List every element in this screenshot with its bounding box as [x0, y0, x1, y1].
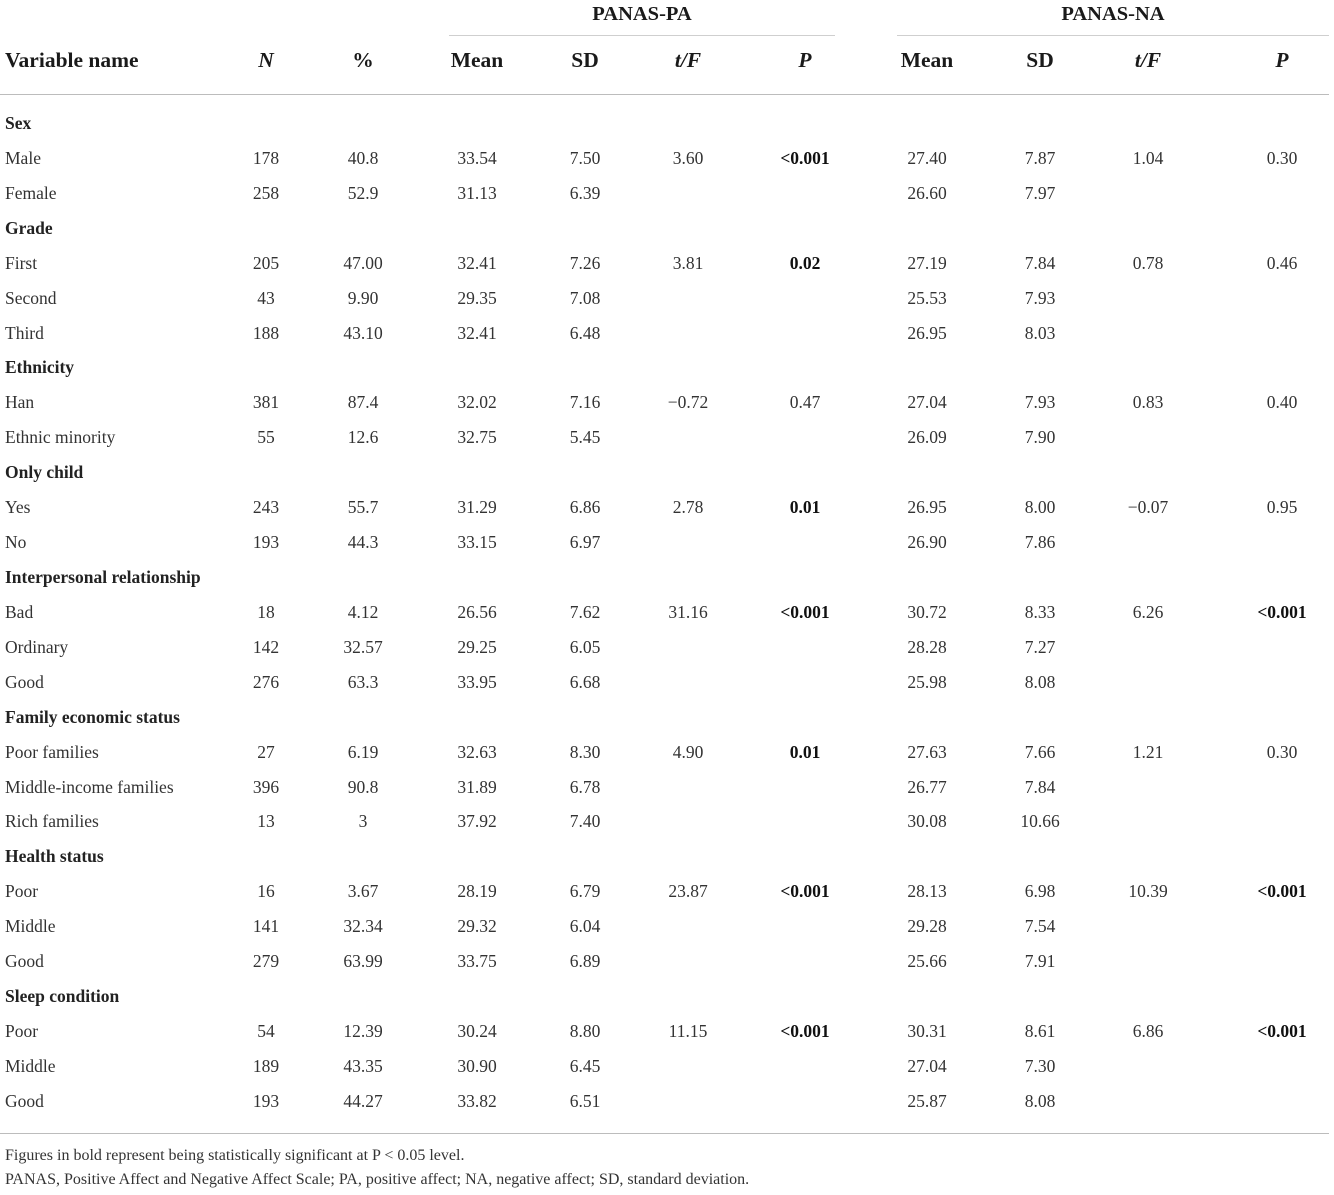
table-row — [0, 1014, 1334, 1049]
cell-pa-mean: 33.54 — [457, 147, 497, 168]
cell-pa-sd: 7.50 — [569, 147, 601, 168]
table-row — [0, 804, 1334, 839]
cell-na-sd: 8.61 — [1024, 1020, 1056, 1041]
variable-label: First — [5, 252, 38, 273]
cell-na-sd: 8.08 — [1024, 1090, 1056, 1111]
variable-label: Rich families — [5, 811, 99, 832]
cell-pa-sd: 6.05 — [569, 636, 601, 657]
category-label: Sleep condition — [5, 986, 120, 1006]
cell-n: 43 — [257, 287, 275, 308]
col-header-n: N — [258, 48, 274, 72]
cell-percent: 90.8 — [347, 776, 379, 797]
cell-n: 18 — [257, 601, 275, 622]
col-header-pa-mean: Mean — [450, 48, 504, 72]
cell-n: 381 — [252, 392, 280, 413]
cell-pa-mean: 33.75 — [457, 951, 497, 972]
cell-pa-mean: 32.02 — [457, 392, 497, 413]
cell-n: 258 — [252, 182, 280, 203]
cell-na-tf: 6.26 — [1132, 601, 1164, 622]
category-row — [0, 560, 1334, 595]
col-header-na-tf: t/F — [1134, 48, 1162, 72]
cell-n: 276 — [252, 671, 280, 692]
cell-na-mean: 26.95 — [907, 322, 947, 343]
header-rule — [0, 94, 1329, 95]
table-row — [0, 595, 1334, 630]
cell-pa-mean: 32.63 — [457, 741, 497, 762]
cell-na-p: <0.001 — [1257, 601, 1307, 622]
cell-n: 27 — [257, 741, 275, 762]
cell-pa-p: 0.02 — [789, 252, 821, 273]
variable-label: Ordinary — [5, 636, 69, 657]
cell-percent: 47.00 — [343, 252, 383, 273]
table-row — [0, 316, 1334, 351]
cell-percent: 44.3 — [347, 532, 379, 552]
cell-na-mean: 30.08 — [907, 811, 947, 832]
cell-na-p: <0.001 — [1257, 881, 1307, 902]
cell-na-sd: 7.54 — [1024, 916, 1056, 937]
cell-na-mean: 26.77 — [907, 776, 947, 797]
category-row — [0, 350, 1334, 385]
col-header-na-p: P — [1275, 48, 1289, 72]
cell-pa-sd: 5.45 — [569, 427, 601, 448]
category-row — [0, 700, 1334, 735]
cell-pa-sd: 6.78 — [569, 776, 601, 797]
footnote-abbreviations: PANAS, Positive Affect and Negative Affect Scale; PA, positive affect; NA, negative affect; SD, standard deviation. — [5, 1171, 750, 1188]
cell-pa-tf: 23.87 — [668, 881, 708, 902]
cell-na-mean: 28.28 — [907, 636, 947, 657]
cell-na-p: <0.001 — [1257, 1020, 1307, 1041]
cell-pa-tf: 2.78 — [672, 497, 704, 518]
cell-n: 54 — [257, 1020, 275, 1041]
cell-n: 188 — [252, 322, 280, 343]
cell-n: 142 — [252, 636, 280, 657]
cell-n: 205 — [252, 252, 280, 273]
cell-pa-mean: 33.15 — [457, 532, 497, 552]
cell-na-sd: 8.00 — [1024, 497, 1056, 518]
cell-percent: 63.3 — [347, 671, 379, 692]
cell-pa-sd: 7.40 — [569, 811, 601, 832]
cell-pa-p: <0.001 — [780, 1020, 830, 1041]
cell-na-p: 0.30 — [1266, 741, 1298, 762]
cell-na-mean: 27.40 — [907, 147, 947, 168]
cell-pa-mean: 32.41 — [457, 322, 497, 343]
cell-na-mean: 25.53 — [907, 287, 947, 308]
cell-pa-p: <0.001 — [780, 601, 830, 622]
cell-na-mean: 30.31 — [907, 1020, 947, 1041]
table-row — [0, 246, 1334, 281]
cell-na-sd: 7.97 — [1024, 182, 1056, 203]
cell-n: 55 — [257, 427, 275, 448]
cell-na-mean: 26.90 — [907, 532, 947, 552]
category-label: Interpersonal relationship — [5, 567, 201, 587]
category-label: Grade — [5, 217, 53, 238]
cell-pa-mean: 37.92 — [457, 811, 497, 832]
cell-na-sd: 7.84 — [1024, 252, 1056, 273]
cell-na-sd: 7.87 — [1024, 147, 1056, 168]
variable-label: Female — [5, 182, 57, 203]
cell-na-p: 0.95 — [1266, 497, 1298, 518]
table-row — [0, 1084, 1334, 1119]
cell-pa-mean: 33.95 — [457, 671, 497, 692]
cell-pa-tf: 31.16 — [668, 601, 708, 622]
cell-pa-sd: 6.39 — [569, 182, 601, 203]
cell-pa-tf: 3.60 — [672, 147, 704, 168]
cell-pa-mean: 33.82 — [457, 1090, 497, 1111]
cell-na-mean: 27.04 — [907, 1055, 947, 1076]
cell-pa-p: 0.01 — [789, 741, 821, 762]
category-row — [0, 211, 1334, 246]
cell-pa-mean: 29.32 — [457, 916, 497, 937]
cell-pa-sd: 6.45 — [569, 1055, 601, 1076]
cell-pa-p: <0.001 — [780, 147, 830, 168]
cell-percent: 44.27 — [343, 1090, 383, 1111]
cell-pa-sd: 7.62 — [569, 601, 601, 622]
variable-label: Middle-income families — [5, 776, 174, 797]
cell-percent: 12.6 — [347, 427, 379, 448]
cell-n: 141 — [252, 916, 280, 937]
cell-percent: 63.99 — [343, 951, 383, 972]
cell-n: 243 — [252, 497, 280, 518]
cell-na-tf: −0.07 — [1127, 497, 1169, 518]
cell-na-mean: 25.98 — [907, 671, 947, 692]
cell-percent: 43.35 — [343, 1055, 383, 1076]
category-label: Only child — [5, 462, 84, 483]
category-label: Family economic status — [5, 706, 180, 727]
table-row — [0, 490, 1334, 525]
cell-n: 16 — [257, 881, 275, 902]
cell-pa-tf: 4.90 — [672, 741, 704, 762]
cell-na-mean: 28.13 — [907, 881, 947, 902]
cell-pa-sd: 6.89 — [569, 951, 601, 972]
cell-na-sd: 10.66 — [1020, 811, 1060, 832]
group-rule-pa — [449, 35, 835, 36]
table-row — [0, 944, 1334, 979]
variable-label: Poor families — [5, 741, 99, 762]
cell-pa-mean: 31.13 — [457, 182, 497, 203]
category-label: Ethnicity — [5, 357, 75, 378]
cell-na-p: 0.46 — [1266, 252, 1298, 273]
cell-na-sd: 7.93 — [1024, 392, 1056, 413]
variable-label: Good — [5, 1090, 44, 1111]
variable-label: Han — [5, 392, 35, 413]
cell-na-sd: 7.27 — [1024, 636, 1056, 657]
group-header-panas-pa: PANAS-PA — [592, 3, 692, 25]
cell-pa-mean: 31.29 — [457, 497, 497, 518]
footer-rule — [0, 1133, 1329, 1134]
category-row — [0, 839, 1334, 874]
cell-percent: 32.57 — [343, 636, 383, 657]
cell-na-sd: 8.08 — [1024, 671, 1056, 692]
cell-pa-sd: 8.80 — [569, 1020, 601, 1041]
cell-pa-tf: −0.72 — [667, 392, 709, 413]
cell-na-p: 0.30 — [1266, 147, 1298, 168]
variable-label: No — [5, 532, 27, 552]
category-label: Health status — [5, 846, 104, 867]
cell-na-mean: 26.09 — [907, 427, 947, 448]
table-row — [0, 176, 1334, 211]
variable-label: Bad — [5, 601, 34, 622]
cell-n: 396 — [252, 776, 280, 797]
footnote-significance: Figures in bold represent being statistically significant at P < 0.05 level. — [5, 1147, 465, 1164]
cell-percent: 87.4 — [347, 392, 379, 413]
cell-pa-sd: 7.26 — [569, 252, 601, 273]
cell-n: 193 — [252, 1090, 280, 1111]
cell-na-mean: 25.87 — [907, 1090, 947, 1111]
cell-n: 189 — [252, 1055, 280, 1076]
cell-na-tf: 0.78 — [1132, 252, 1164, 273]
cell-pa-mean: 30.90 — [457, 1055, 497, 1076]
table-row — [0, 874, 1334, 909]
category-row — [0, 455, 1334, 490]
table-row — [0, 1049, 1334, 1084]
cell-na-sd: 7.90 — [1024, 427, 1056, 448]
cell-na-mean: 26.95 — [907, 497, 947, 518]
table-row — [0, 909, 1334, 944]
cell-pa-mean: 30.24 — [457, 1020, 497, 1041]
variable-label: Good — [5, 671, 44, 692]
cell-pa-mean: 32.41 — [457, 252, 497, 273]
cell-pa-mean: 26.56 — [457, 601, 497, 622]
cell-pa-sd: 6.68 — [569, 671, 601, 692]
cell-na-mean: 26.60 — [907, 182, 947, 203]
cell-na-mean: 30.72 — [907, 601, 947, 622]
cell-pa-mean: 32.75 — [457, 427, 497, 448]
table-row — [0, 770, 1334, 805]
group-header-panas-na: PANAS-NA — [1061, 3, 1165, 25]
col-header-variable: Variable name — [5, 48, 139, 72]
cell-na-tf: 0.83 — [1132, 392, 1164, 413]
cell-na-sd: 7.66 — [1024, 741, 1056, 762]
group-rule-na — [897, 35, 1329, 36]
cell-percent: 12.39 — [343, 1020, 383, 1041]
cell-percent: 3 — [358, 811, 368, 832]
cell-percent: 3.67 — [347, 881, 379, 902]
cell-pa-mean: 31.89 — [457, 776, 497, 797]
cell-na-sd: 7.91 — [1024, 951, 1056, 972]
cell-na-sd: 7.30 — [1024, 1055, 1056, 1076]
cell-pa-p: 0.01 — [789, 497, 821, 518]
cell-pa-p: <0.001 — [780, 881, 830, 902]
category-row — [0, 979, 1334, 1014]
col-header-pa-tf: t/F — [674, 48, 702, 72]
cell-na-mean: 27.63 — [907, 741, 947, 762]
variable-label: Poor — [5, 881, 39, 902]
cell-percent: 32.34 — [343, 916, 383, 937]
cell-pa-tf: 11.15 — [668, 1020, 708, 1041]
table-row — [0, 735, 1334, 770]
cell-na-sd: 6.98 — [1024, 881, 1056, 902]
category-row — [0, 106, 1334, 141]
cell-percent: 9.90 — [347, 287, 379, 308]
table-row — [0, 525, 1334, 560]
variable-label: Third — [5, 322, 44, 343]
variable-label: Second — [5, 287, 57, 308]
table-row — [0, 385, 1334, 420]
table-row — [0, 630, 1334, 665]
variable-label: Poor — [5, 1020, 39, 1041]
cell-percent: 4.12 — [347, 601, 379, 622]
col-header-percent: % — [352, 48, 374, 72]
cell-na-sd: 7.93 — [1024, 287, 1056, 308]
cell-n: 13 — [257, 811, 275, 832]
cell-na-sd: 8.03 — [1024, 322, 1056, 343]
cell-na-p: 0.40 — [1266, 392, 1298, 413]
category-label: Sex — [5, 113, 32, 133]
cell-na-mean: 29.28 — [907, 916, 947, 937]
cell-percent: 43.10 — [343, 322, 383, 343]
cell-pa-sd: 6.04 — [569, 916, 601, 937]
cell-na-mean: 27.04 — [907, 392, 947, 413]
cell-pa-mean: 29.25 — [457, 636, 497, 657]
cell-pa-tf: 3.81 — [672, 252, 704, 273]
cell-pa-sd: 7.08 — [569, 287, 601, 308]
cell-n: 279 — [252, 951, 280, 972]
variable-label: Middle — [5, 1055, 56, 1076]
table-row — [0, 141, 1334, 176]
cell-percent: 6.19 — [347, 741, 379, 762]
col-header-na-sd: SD — [1026, 48, 1054, 72]
cell-na-tf: 6.86 — [1132, 1020, 1164, 1041]
cell-pa-sd: 6.51 — [569, 1090, 601, 1111]
cell-na-tf: 10.39 — [1128, 881, 1168, 902]
cell-percent: 40.8 — [347, 147, 379, 168]
cell-pa-sd: 6.48 — [569, 322, 601, 343]
cell-na-sd: 7.84 — [1024, 776, 1056, 797]
variable-label: Male — [5, 147, 41, 168]
cell-na-mean: 27.19 — [907, 252, 947, 273]
cell-pa-sd: 6.86 — [569, 497, 601, 518]
cell-na-sd: 7.86 — [1024, 532, 1056, 552]
cell-pa-mean: 29.35 — [457, 287, 497, 308]
variable-label: Ethnic minority — [5, 427, 116, 448]
cell-percent: 55.7 — [347, 497, 379, 518]
col-header-pa-sd: SD — [571, 48, 599, 72]
cell-na-tf: 1.21 — [1132, 741, 1164, 762]
cell-n: 178 — [252, 147, 280, 168]
cell-pa-mean: 28.19 — [457, 881, 497, 902]
cell-pa-p: 0.47 — [789, 392, 821, 413]
table-row — [0, 420, 1334, 455]
cell-pa-sd: 6.79 — [569, 881, 601, 902]
cell-pa-sd: 7.16 — [569, 392, 601, 413]
cell-na-tf: 1.04 — [1132, 147, 1164, 168]
col-header-na-mean: Mean — [900, 48, 954, 72]
cell-percent: 52.9 — [347, 182, 379, 203]
cell-na-sd: 8.33 — [1024, 601, 1056, 622]
table-row — [0, 281, 1334, 316]
cell-pa-sd: 6.97 — [569, 532, 601, 552]
cell-n: 193 — [252, 532, 280, 552]
col-header-pa-p: P — [798, 48, 812, 72]
table-row — [0, 665, 1334, 700]
cell-pa-sd: 8.30 — [569, 741, 601, 762]
variable-label: Yes — [5, 497, 31, 518]
variable-label: Good — [5, 951, 44, 972]
variable-label: Middle — [5, 916, 56, 937]
cell-na-mean: 25.66 — [907, 951, 947, 972]
